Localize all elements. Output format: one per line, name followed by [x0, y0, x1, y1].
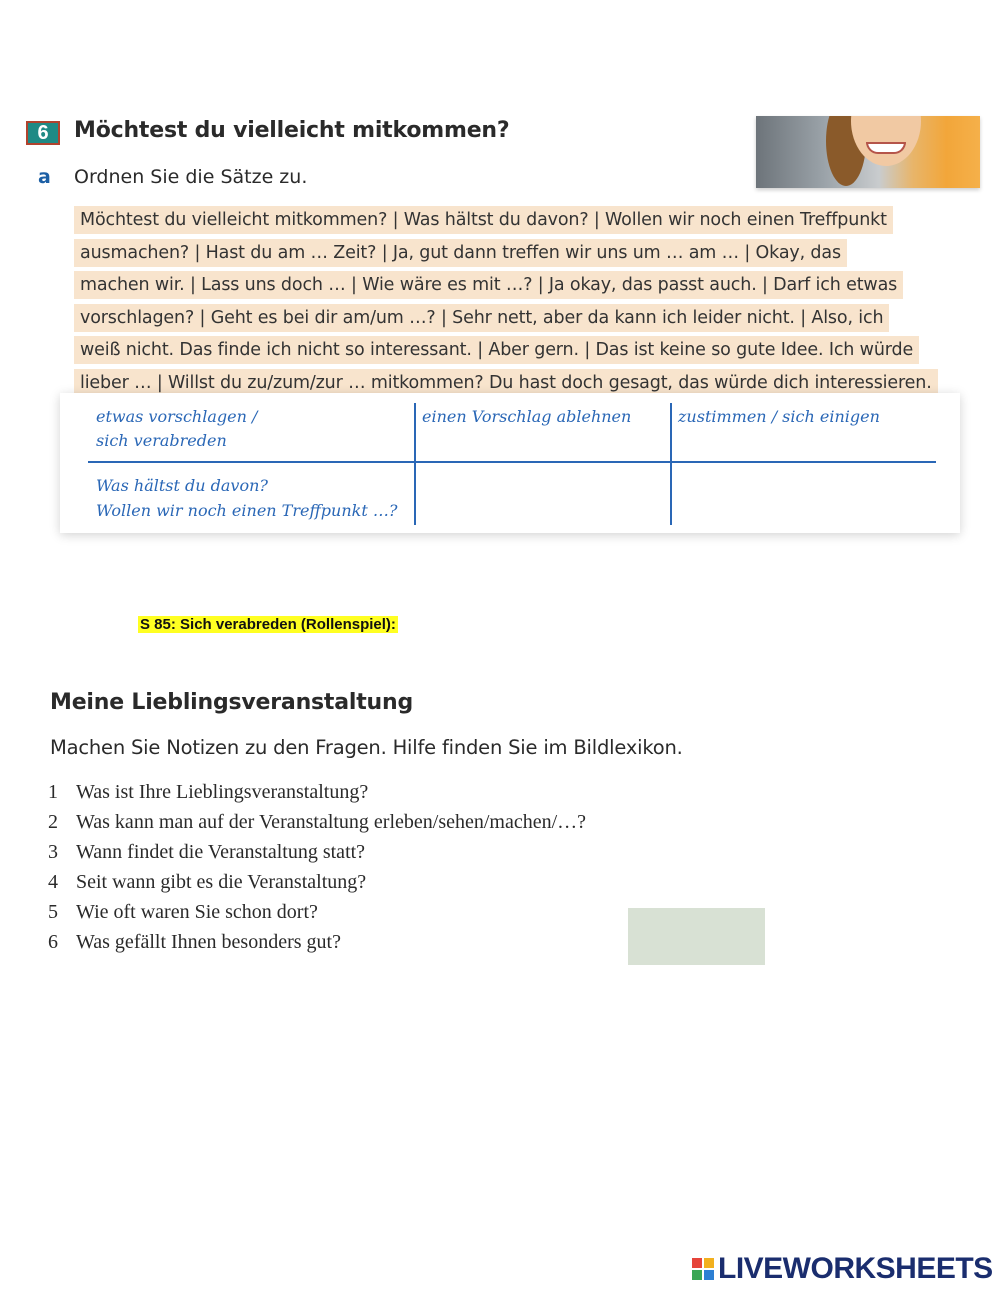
section-instruction: Machen Sie Notizen zu den Fragen. Hilfe finden Sie im Bildlexikon.	[50, 736, 683, 759]
question-item	[48, 781, 586, 811]
question-number: 6	[48, 931, 58, 953]
question-item	[48, 811, 586, 841]
sentence-line: machen wir. | Lass uns doch … | Wie wäre es mit …? | Ja okay, das passt auch. | Darf ich etwas	[74, 271, 903, 299]
subtask-instruction: Ordnen Sie die Sätze zu.	[74, 166, 308, 188]
sentence-line: weiß nicht. Das finde ich nicht so interessant. | Aber gern. | Das ist keine so gute Idee. Ich würde	[74, 336, 919, 364]
sentence-line: ausmachen? | Hast du am … Zeit? | Ja, gut dann treffen wir uns um … am … | Okay, das	[74, 239, 847, 267]
question-text: Wann findet die Veranstaltung statt?	[76, 841, 366, 863]
question-number: 3	[48, 841, 58, 863]
col2-header: einen Vorschlag ablehnen	[422, 407, 632, 426]
col1-entry: Wollen wir noch einen Treffpunkt …?	[96, 501, 398, 520]
sorting-table	[60, 393, 960, 533]
question-number: 1	[48, 781, 58, 803]
col3-header: zustimmen / sich einigen	[678, 407, 880, 426]
sentence-line: Möchtest du vielleicht mitkommen? | Was hältst du davon? | Wollen wir noch einen Treffpunkt	[74, 206, 893, 234]
question-item	[48, 841, 586, 871]
question-list	[48, 781, 586, 961]
exercise-number-badge: 6	[26, 121, 60, 145]
subtask-letter: a	[38, 166, 51, 188]
table-column-divider	[414, 403, 416, 525]
sentence-pool	[74, 206, 980, 401]
answer-box[interactable]	[628, 908, 765, 965]
question-number: 4	[48, 871, 58, 893]
sentence-line: lieber … | Willst du zu/zum/zur … mitkommen? Du hast doch gesagt, das würde dich interessieren.	[74, 369, 938, 397]
question-number: 2	[48, 811, 58, 833]
question-text: Was gefällt Ihnen besonders gut?	[76, 931, 341, 953]
question-item	[48, 871, 586, 901]
question-text: Seit wann gibt es die Veranstaltung?	[76, 871, 367, 893]
sentence-line: vorschlagen? | Geht es bei dir am/um …? | Sehr nett, aber da kann ich leider nicht. | Also, ich	[74, 304, 889, 332]
question-number: 5	[48, 901, 58, 923]
question-item	[48, 901, 586, 931]
liveworksheets-logo-icon	[692, 1258, 714, 1280]
col1-header-line2: sich verabreden	[96, 431, 227, 450]
table-header-divider	[88, 461, 936, 463]
section-title: Meine Lieblingsveranstaltung	[50, 690, 414, 715]
col1-header-line1: etwas vorschlagen /	[96, 407, 258, 426]
question-item	[48, 931, 586, 961]
question-text: Was kann man auf der Veranstaltung erleben/sehen/machen/…?	[76, 811, 587, 833]
logo-text: LIVEWORKSHEETS	[718, 1252, 993, 1285]
question-text: Was ist Ihre Lieblingsveranstaltung?	[76, 781, 369, 803]
liveworksheets-logo	[692, 1253, 993, 1285]
table-column-divider	[670, 403, 672, 525]
exercise-title: Möchtest du vielleicht mitkommen?	[74, 118, 510, 143]
role-play-label: S 85: Sich verabreden (Rollenspiel):	[140, 616, 396, 633]
col3-answer-area[interactable]	[676, 467, 936, 525]
col1-entry: Was hältst du davon?	[96, 476, 268, 495]
question-text: Wie oft waren Sie schon dort?	[76, 901, 318, 923]
smiling-woman-photo	[756, 116, 980, 188]
col2-answer-area[interactable]	[420, 467, 664, 525]
